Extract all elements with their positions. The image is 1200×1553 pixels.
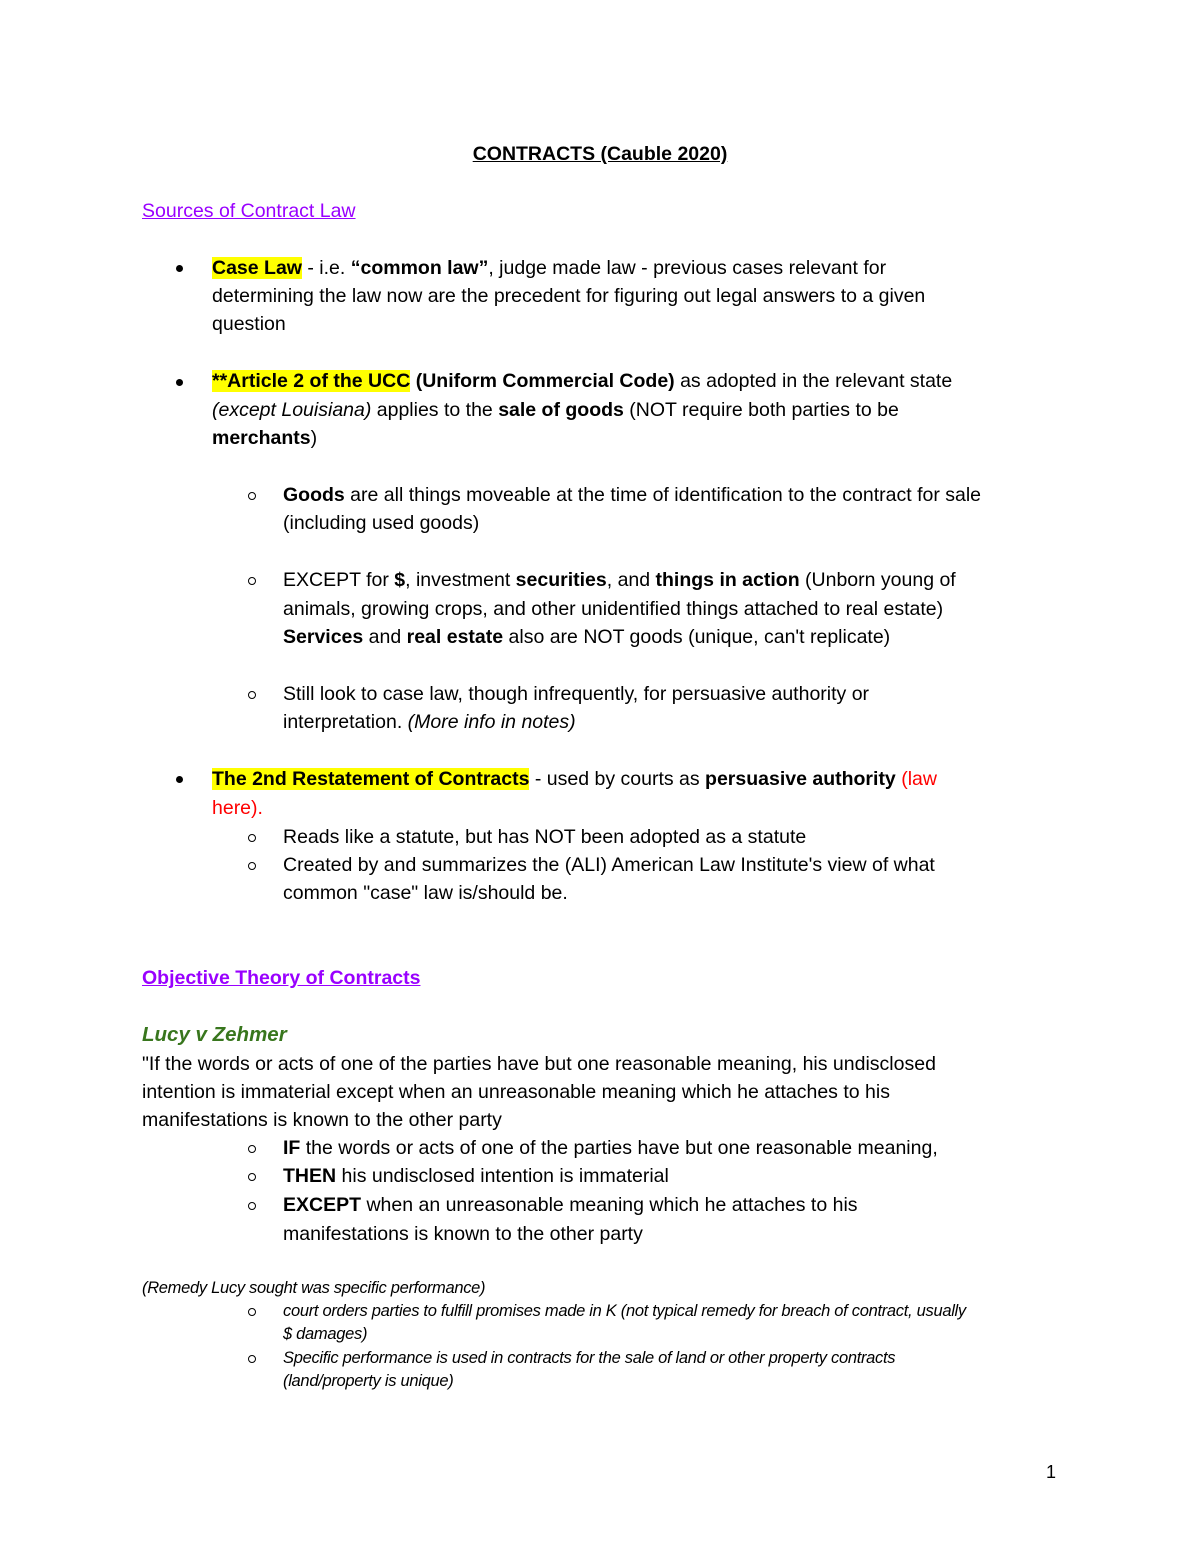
term-merchants: merchants bbox=[212, 427, 311, 449]
text: applies to the bbox=[371, 399, 499, 421]
text: , investment bbox=[405, 569, 516, 591]
bullet-circle bbox=[248, 1173, 256, 1181]
link-law-here-line2[interactable]: here). bbox=[212, 797, 263, 819]
remedy-item-1: court orders parties to fulfill promises made in K (not typical remedy for breach of contract, usually bbox=[283, 1302, 966, 1320]
text: THEN bbox=[283, 1165, 337, 1187]
link-law-here[interactable]: (law bbox=[901, 768, 937, 790]
term-goods: Goods bbox=[283, 484, 345, 506]
bullet-case-law-line3: question bbox=[212, 313, 286, 335]
sub-ali: Created by and summarizes the (ALI) American Law Institute's view of what bbox=[283, 854, 935, 876]
sub-except bbox=[283, 566, 956, 595]
bullet-circle bbox=[248, 862, 256, 870]
rule-except-line2: manifestations is known to the other party bbox=[283, 1223, 643, 1245]
text: are all things moveable at the time of identification to the contract for sale bbox=[344, 484, 982, 506]
text: securities bbox=[515, 569, 607, 591]
text: - i.e. bbox=[301, 257, 351, 279]
text: - used by courts as bbox=[529, 768, 706, 790]
text: (Unborn young of bbox=[799, 569, 956, 591]
bullet-disc bbox=[176, 776, 183, 783]
bullet-circle bbox=[248, 1145, 256, 1153]
text: (NOT require both parties to be bbox=[623, 399, 899, 421]
bullet-ucc-line2 bbox=[212, 396, 899, 425]
bullet-disc bbox=[176, 265, 183, 272]
text: his undisclosed intention is immaterial bbox=[336, 1165, 669, 1187]
text: ) bbox=[310, 427, 318, 449]
bullet-disc bbox=[176, 379, 183, 386]
sub-case-law-line2 bbox=[283, 708, 576, 737]
text: persuasive authority bbox=[705, 768, 896, 790]
text: Services bbox=[283, 626, 364, 648]
sub-goods bbox=[283, 481, 981, 510]
remedy-note: (Remedy Lucy sought was specific performance) bbox=[142, 1279, 486, 1297]
sub-ali-line2: common "case" law is/should be. bbox=[283, 882, 568, 904]
text: things in action bbox=[655, 569, 800, 591]
text: (More info in notes) bbox=[407, 711, 576, 733]
text: (except Louisiana) bbox=[212, 399, 372, 421]
text: interpretation. bbox=[283, 711, 408, 733]
rule-then bbox=[283, 1162, 669, 1191]
page-number: 1 bbox=[1046, 1462, 1057, 1482]
bullet-ucc bbox=[212, 367, 952, 396]
rule-except bbox=[283, 1191, 858, 1220]
text: when an unreasonable meaning which he attaches to his bbox=[361, 1194, 858, 1216]
bullet-circle bbox=[248, 577, 256, 585]
text: , judge made law - previous cases relevant for bbox=[488, 257, 887, 279]
section-heading-objective: Objective Theory of Contracts bbox=[142, 967, 421, 989]
bullet-restatement bbox=[212, 765, 937, 794]
bullet-circle bbox=[248, 1355, 256, 1363]
section-heading-sources: Sources of Contract Law bbox=[142, 200, 356, 222]
text: (Uniform Commercial Code) bbox=[410, 370, 675, 392]
text: and bbox=[363, 626, 407, 648]
term-sale-of-goods: sale of goods bbox=[498, 399, 624, 421]
bullet-circle bbox=[248, 1202, 256, 1210]
bullet-ucc-line3 bbox=[212, 424, 317, 453]
text: EXCEPT bbox=[283, 1194, 362, 1216]
remedy-item-2: Specific performance is used in contracts for the sale of land or other property contracts bbox=[283, 1349, 896, 1367]
case-title: Lucy v Zehmer bbox=[142, 1023, 287, 1046]
remedy-item-1-line2: $ damages) bbox=[283, 1325, 368, 1343]
remedy-item-2-line2: (land/property is unique) bbox=[283, 1372, 454, 1390]
text: EXCEPT for bbox=[283, 569, 395, 591]
rule-if bbox=[283, 1134, 938, 1163]
quote-line1: "If the words or acts of one of the parties have but one reasonable meaning, his undisclosed bbox=[142, 1053, 936, 1075]
text: real estate bbox=[406, 626, 504, 648]
text: the words or acts of one of the parties have but one reasonable meaning, bbox=[300, 1137, 938, 1159]
term-common-law: “common law” bbox=[350, 257, 489, 279]
bullet-circle bbox=[248, 691, 256, 699]
sub-statute: Reads like a statute, but has NOT been adopted as a statute bbox=[283, 826, 807, 848]
sub-except-line2: animals, growing crops, and other unidentified things attached to real estate) bbox=[283, 598, 944, 620]
term-article-2-ucc: **Article 2 of the UCC bbox=[212, 370, 411, 392]
bullet-case-law bbox=[212, 254, 886, 283]
text: also are NOT goods (unique, can't replicate) bbox=[503, 626, 891, 648]
bullet-circle bbox=[248, 492, 256, 500]
sub-except-line3 bbox=[283, 623, 890, 652]
quote-line2: intention is immaterial except when an unreasonable meaning which he attaches to his bbox=[142, 1081, 890, 1103]
text: $ bbox=[394, 569, 406, 591]
text: IF bbox=[283, 1137, 301, 1159]
bullet-circle bbox=[248, 1308, 256, 1316]
term-restatement: The 2nd Restatement of Contracts bbox=[212, 768, 530, 790]
text: as adopted in the relevant state bbox=[674, 370, 953, 392]
quote-line3: manifestations is known to the other party bbox=[142, 1109, 502, 1131]
sub-goods-line2: (including used goods) bbox=[283, 512, 480, 534]
page-title: CONTRACTS (Cauble 2020) bbox=[472, 143, 728, 165]
sub-case-law: Still look to case law, though infrequently, for persuasive authority or bbox=[283, 683, 870, 705]
bullet-circle bbox=[248, 834, 256, 842]
bullet-case-law-line2: determining the law now are the precedent for figuring out legal answers to a given bbox=[212, 285, 926, 307]
term-case-law: Case Law bbox=[212, 257, 302, 279]
text: , and bbox=[606, 569, 656, 591]
